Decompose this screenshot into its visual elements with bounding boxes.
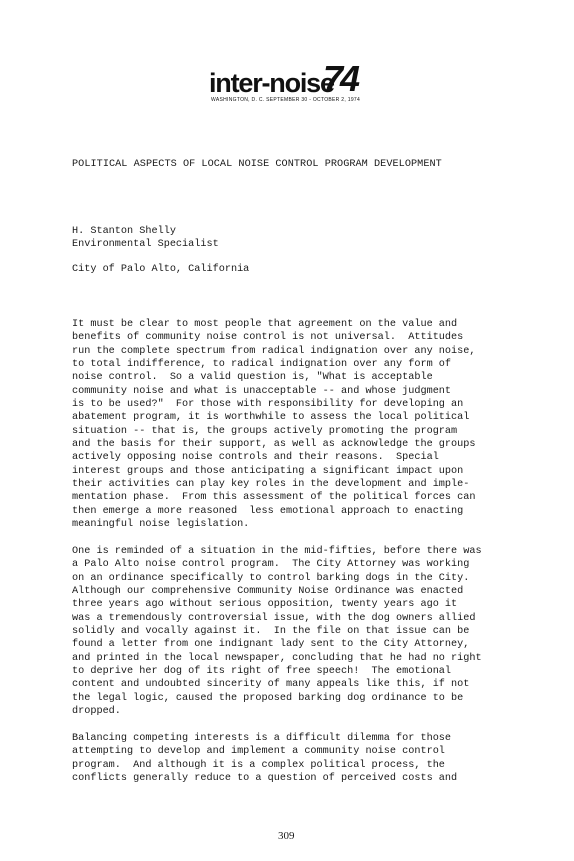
body-text — [72, 318, 512, 799]
author-block — [72, 225, 219, 251]
paragraph: It must be clear to most people that agreement on the value and benefits of community noise control is not universal. Attitudes run the complete spectrum from radical indignation over any noise, to total indifference, to radical indignation over any form of noise control. So a valid question is, "What is acceptable community noise and what is unacceptable -- and whose judgment is to be used?" For those with responsibility for developing an abatement program, it is worthwhile to assess the local political situation -- that is, the groups actively promoting the program and the basis for their support, as well as acknowledge the groups actively opposing noise controls and their reasons. Special interest groups and those anticipating a significant impact upon their activities can play key roles in the development and imple- mentation phase. From this assessment of the political forces can then emerge a more reasoned less emotional approach to enacting meaningful noise legislation. — [72, 319, 476, 531]
conference-logo — [205, 58, 365, 112]
paper-title: POLITICAL ASPECTS OF LOCAL NOISE CONTROL PROGRAM DEVELOPMENT — [72, 159, 442, 170]
paragraph: One is reminded of a situation in the mid-fifties, before there was a Palo Alto noise control program. The City Attorney was working on an ordinance specifically to control barking dogs in the City. Although our comprehensive Community Noise Ordinance was enacted three years ago without serious opposition, twenty years ago it was a tremendously controversial issue, with the dog owners allied solidly and vocally against it. In the file on that issue can be found a letter from one indignant lady sent to the City Attorney, and printed in the local newspaper, concluding that he had no right to deprive her dog of its right of free speech! The emotional content and undoubted sincerity of many appeals like this, if not the legal logic, caused the proposed barking dog ordinance to be dropped. — [72, 546, 482, 718]
author-name: H. Stanton Shelly — [72, 226, 176, 237]
paragraph: Balancing competing interests is a difficult dilemma for those attempting to develop and implement a community noise control program. And although it is a complex political process, the conflicts generally reduce to a question of perceived costs and — [72, 732, 458, 784]
author-role: Environmental Specialist — [72, 239, 219, 250]
logo-wordmark: inter-noise — [209, 68, 334, 98]
page-number: 309 — [278, 830, 295, 842]
logo-subtitle: WASHINGTON, D. C. SEPTEMBER 30 - OCTOBER 2, 1974 — [211, 97, 361, 103]
affiliation: City of Palo Alto, California — [72, 264, 250, 275]
logo-year: 74 — [323, 58, 358, 99]
